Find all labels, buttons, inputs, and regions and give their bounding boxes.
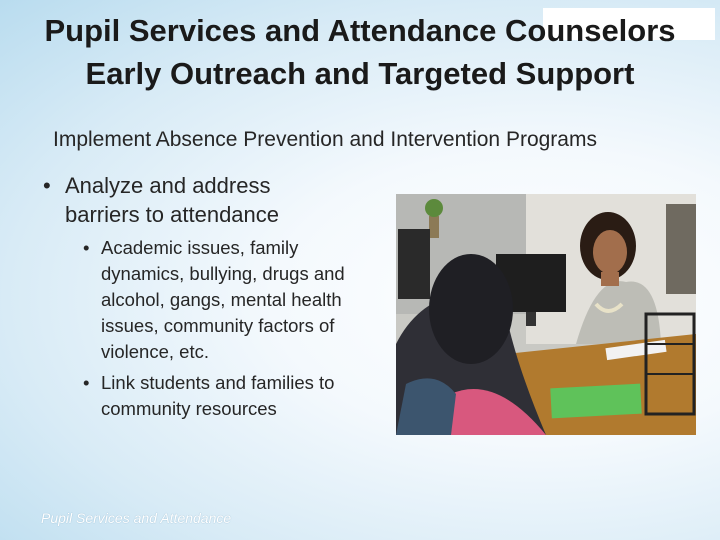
sub-bullet-1-text: Academic issues, family dynamics, bullying, drugs and alcohol, gangs, mental health issues, community factors of violence, etc. (101, 237, 345, 362)
sub-bullet-2-text: Link students and families to community resources (101, 372, 335, 419)
sub-bullet-2 (83, 370, 383, 422)
bullet-main-text: Analyze and address barriers to attendance (65, 173, 280, 227)
bullet-dot-icon: • (83, 372, 90, 393)
sub-bullet-1 (83, 235, 383, 365)
footer-text: Pupil Services and Attendance (41, 510, 232, 526)
slide-title (0, 9, 720, 95)
bullet-dot-icon: • (83, 237, 90, 258)
title-line-1: Pupil Services and Attendance Counselors (44, 13, 676, 48)
bullet-main (43, 171, 343, 229)
bullet-dot-icon: • (43, 173, 51, 198)
counseling-photo (396, 194, 696, 435)
title-line-2: Early Outreach and Targeted Support (85, 56, 635, 91)
subheading: Implement Absence Prevention and Intervention Programs (53, 128, 597, 151)
